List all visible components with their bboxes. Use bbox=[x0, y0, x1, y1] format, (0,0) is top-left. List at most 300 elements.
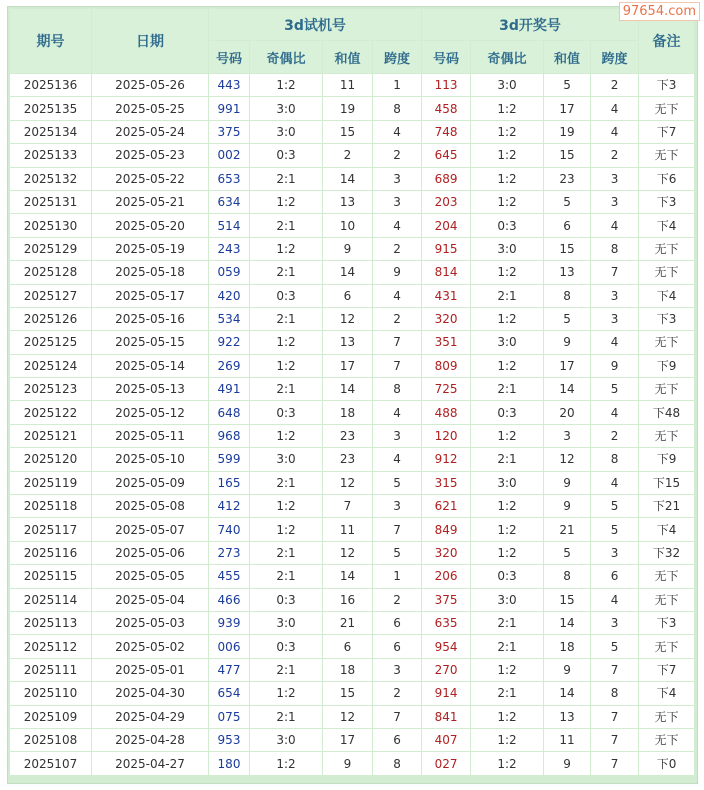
cell-draw-sum: 6 bbox=[544, 214, 590, 236]
cell-date: 2025-05-18 bbox=[92, 261, 208, 283]
cell-draw-odd-even: 1:2 bbox=[471, 121, 543, 143]
cell-trial-sum: 12 bbox=[323, 542, 372, 564]
cell-trial-number: 420 bbox=[209, 285, 249, 307]
cell-date: 2025-04-30 bbox=[92, 682, 208, 704]
cell-draw-span: 6 bbox=[591, 565, 638, 587]
cell-trial-odd-even: 3:0 bbox=[250, 97, 322, 119]
cell-trial-span: 8 bbox=[373, 378, 421, 400]
cell-trial-sum: 11 bbox=[323, 74, 372, 96]
cell-draw-number: 849 bbox=[422, 518, 470, 540]
cell-note: 下48 bbox=[639, 401, 694, 423]
table-row bbox=[10, 448, 694, 470]
cell-note: 无下 bbox=[639, 729, 694, 751]
table-row bbox=[10, 706, 694, 728]
header-trial-sum: 和值 bbox=[323, 41, 372, 73]
cell-draw-sum: 14 bbox=[544, 612, 590, 634]
lottery-results-table bbox=[9, 8, 695, 776]
cell-draw-odd-even: 0:3 bbox=[471, 565, 543, 587]
cell-trial-sum: 23 bbox=[323, 425, 372, 447]
cell-draw-number: 954 bbox=[422, 635, 470, 657]
cell-draw-span: 2 bbox=[591, 74, 638, 96]
cell-draw-span: 4 bbox=[591, 472, 638, 494]
cell-note: 下3 bbox=[639, 191, 694, 213]
cell-draw-odd-even: 0:3 bbox=[471, 214, 543, 236]
cell-trial-span: 7 bbox=[373, 331, 421, 353]
cell-trial-span: 4 bbox=[373, 121, 421, 143]
cell-trial-sum: 18 bbox=[323, 659, 372, 681]
cell-draw-span: 7 bbox=[591, 706, 638, 728]
cell-trial-number: 514 bbox=[209, 214, 249, 236]
cell-draw-odd-even: 1:2 bbox=[471, 168, 543, 190]
cell-note: 下4 bbox=[639, 214, 694, 236]
cell-draw-sum: 9 bbox=[544, 659, 590, 681]
cell-draw-sum: 5 bbox=[544, 308, 590, 330]
cell-trial-number: 922 bbox=[209, 331, 249, 353]
cell-trial-odd-even: 2:1 bbox=[250, 659, 322, 681]
table-row bbox=[10, 378, 694, 400]
cell-note: 无下 bbox=[639, 425, 694, 447]
header-trial-odd-even: 奇偶比 bbox=[250, 41, 322, 73]
cell-trial-sum: 14 bbox=[323, 378, 372, 400]
header-draw-group: 3d开奖号 bbox=[422, 9, 638, 40]
cell-trial-span: 2 bbox=[373, 589, 421, 611]
cell-trial-span: 7 bbox=[373, 355, 421, 377]
cell-date: 2025-05-11 bbox=[92, 425, 208, 447]
cell-trial-number: 273 bbox=[209, 542, 249, 564]
table-row bbox=[10, 97, 694, 119]
cell-trial-span: 9 bbox=[373, 261, 421, 283]
cell-draw-sum: 12 bbox=[544, 448, 590, 470]
cell-draw-odd-even: 3:0 bbox=[471, 331, 543, 353]
table-row bbox=[10, 308, 694, 330]
cell-trial-span: 6 bbox=[373, 729, 421, 751]
cell-period: 2025120 bbox=[10, 448, 91, 470]
cell-note: 下3 bbox=[639, 612, 694, 634]
cell-trial-span: 2 bbox=[373, 238, 421, 260]
cell-trial-span: 8 bbox=[373, 752, 421, 774]
cell-trial-number: 412 bbox=[209, 495, 249, 517]
results-body bbox=[10, 74, 694, 775]
cell-draw-span: 5 bbox=[591, 495, 638, 517]
cell-period: 2025117 bbox=[10, 518, 91, 540]
cell-trial-sum: 11 bbox=[323, 518, 372, 540]
cell-trial-sum: 2 bbox=[323, 144, 372, 166]
cell-date: 2025-05-10 bbox=[92, 448, 208, 470]
table-row bbox=[10, 589, 694, 611]
cell-trial-span: 3 bbox=[373, 659, 421, 681]
cell-trial-sum: 14 bbox=[323, 261, 372, 283]
cell-trial-span: 2 bbox=[373, 308, 421, 330]
cell-trial-number: 534 bbox=[209, 308, 249, 330]
cell-trial-span: 3 bbox=[373, 191, 421, 213]
header-draw-odd-even: 奇偶比 bbox=[471, 41, 543, 73]
cell-date: 2025-04-27 bbox=[92, 752, 208, 774]
cell-date: 2025-05-20 bbox=[92, 214, 208, 236]
header-draw-number: 号码 bbox=[422, 41, 470, 73]
cell-period: 2025134 bbox=[10, 121, 91, 143]
cell-draw-number: 431 bbox=[422, 285, 470, 307]
cell-draw-span: 3 bbox=[591, 168, 638, 190]
cell-period: 2025128 bbox=[10, 261, 91, 283]
table-row bbox=[10, 261, 694, 283]
cell-trial-odd-even: 3:0 bbox=[250, 612, 322, 634]
cell-draw-sum: 8 bbox=[544, 565, 590, 587]
cell-draw-span: 3 bbox=[591, 308, 638, 330]
cell-draw-number: 027 bbox=[422, 752, 470, 774]
cell-draw-sum: 21 bbox=[544, 518, 590, 540]
cell-draw-number: 635 bbox=[422, 612, 470, 634]
cell-period: 2025129 bbox=[10, 238, 91, 260]
cell-trial-odd-even: 0:3 bbox=[250, 285, 322, 307]
cell-trial-odd-even: 0:3 bbox=[250, 635, 322, 657]
cell-period: 2025111 bbox=[10, 659, 91, 681]
cell-note: 下7 bbox=[639, 121, 694, 143]
cell-draw-span: 3 bbox=[591, 191, 638, 213]
cell-draw-odd-even: 1:2 bbox=[471, 261, 543, 283]
cell-draw-number: 488 bbox=[422, 401, 470, 423]
cell-draw-number: 645 bbox=[422, 144, 470, 166]
cell-draw-sum: 5 bbox=[544, 191, 590, 213]
table-row bbox=[10, 612, 694, 634]
cell-draw-odd-even: 3:0 bbox=[471, 74, 543, 96]
cell-draw-sum: 5 bbox=[544, 542, 590, 564]
cell-trial-number: 740 bbox=[209, 518, 249, 540]
cell-trial-sum: 19 bbox=[323, 97, 372, 119]
cell-period: 2025108 bbox=[10, 729, 91, 751]
table-row bbox=[10, 144, 694, 166]
cell-date: 2025-05-07 bbox=[92, 518, 208, 540]
cell-trial-number: 075 bbox=[209, 706, 249, 728]
cell-trial-number: 654 bbox=[209, 682, 249, 704]
cell-period: 2025135 bbox=[10, 97, 91, 119]
cell-trial-sum: 12 bbox=[323, 308, 372, 330]
cell-trial-odd-even: 3:0 bbox=[250, 448, 322, 470]
cell-draw-span: 5 bbox=[591, 635, 638, 657]
cell-draw-sum: 17 bbox=[544, 97, 590, 119]
cell-trial-sum: 23 bbox=[323, 448, 372, 470]
cell-note: 下6 bbox=[639, 168, 694, 190]
cell-trial-span: 7 bbox=[373, 518, 421, 540]
cell-draw-number: 748 bbox=[422, 121, 470, 143]
cell-date: 2025-05-13 bbox=[92, 378, 208, 400]
cell-draw-sum: 19 bbox=[544, 121, 590, 143]
cell-draw-number: 809 bbox=[422, 355, 470, 377]
table-row bbox=[10, 472, 694, 494]
cell-draw-odd-even: 1:2 bbox=[471, 752, 543, 774]
table-row bbox=[10, 121, 694, 143]
cell-trial-span: 3 bbox=[373, 495, 421, 517]
cell-note: 无下 bbox=[639, 261, 694, 283]
cell-trial-number: 059 bbox=[209, 261, 249, 283]
cell-trial-sum: 21 bbox=[323, 612, 372, 634]
cell-trial-odd-even: 1:2 bbox=[250, 238, 322, 260]
cell-note: 下4 bbox=[639, 285, 694, 307]
cell-draw-number: 203 bbox=[422, 191, 470, 213]
header-trial-number: 号码 bbox=[209, 41, 249, 73]
cell-draw-span: 8 bbox=[591, 682, 638, 704]
cell-trial-number: 455 bbox=[209, 565, 249, 587]
cell-note: 无下 bbox=[639, 706, 694, 728]
cell-date: 2025-05-16 bbox=[92, 308, 208, 330]
cell-draw-odd-even: 2:1 bbox=[471, 635, 543, 657]
cell-draw-number: 814 bbox=[422, 261, 470, 283]
cell-draw-odd-even: 1:2 bbox=[471, 97, 543, 119]
cell-note: 下3 bbox=[639, 308, 694, 330]
cell-draw-span: 9 bbox=[591, 355, 638, 377]
cell-note: 下4 bbox=[639, 518, 694, 540]
header-draw-span: 跨度 bbox=[591, 41, 638, 73]
cell-draw-span: 4 bbox=[591, 121, 638, 143]
table-row bbox=[10, 635, 694, 657]
cell-draw-number: 689 bbox=[422, 168, 470, 190]
cell-draw-number: 120 bbox=[422, 425, 470, 447]
cell-date: 2025-05-08 bbox=[92, 495, 208, 517]
cell-draw-number: 113 bbox=[422, 74, 470, 96]
cell-draw-number: 912 bbox=[422, 448, 470, 470]
cell-trial-sum: 12 bbox=[323, 472, 372, 494]
cell-trial-number: 491 bbox=[209, 378, 249, 400]
cell-draw-number: 914 bbox=[422, 682, 470, 704]
cell-date: 2025-05-23 bbox=[92, 144, 208, 166]
cell-date: 2025-05-15 bbox=[92, 331, 208, 353]
cell-note: 无下 bbox=[639, 238, 694, 260]
cell-draw-sum: 18 bbox=[544, 635, 590, 657]
cell-draw-odd-even: 1:2 bbox=[471, 308, 543, 330]
cell-trial-number: 939 bbox=[209, 612, 249, 634]
cell-trial-span: 1 bbox=[373, 74, 421, 96]
cell-trial-sum: 14 bbox=[323, 168, 372, 190]
cell-draw-number: 270 bbox=[422, 659, 470, 681]
cell-draw-sum: 9 bbox=[544, 472, 590, 494]
table-row bbox=[10, 74, 694, 96]
cell-draw-sum: 14 bbox=[544, 682, 590, 704]
cell-trial-sum: 12 bbox=[323, 706, 372, 728]
table-row bbox=[10, 518, 694, 540]
cell-period: 2025126 bbox=[10, 308, 91, 330]
cell-trial-odd-even: 2:1 bbox=[250, 542, 322, 564]
cell-note: 下9 bbox=[639, 355, 694, 377]
cell-draw-span: 7 bbox=[591, 261, 638, 283]
cell-draw-span: 4 bbox=[591, 331, 638, 353]
header-trial-group: 3d试机号 bbox=[209, 9, 421, 40]
table-row bbox=[10, 425, 694, 447]
cell-period: 2025112 bbox=[10, 635, 91, 657]
cell-draw-sum: 11 bbox=[544, 729, 590, 751]
table-row bbox=[10, 285, 694, 307]
cell-draw-odd-even: 1:2 bbox=[471, 706, 543, 728]
cell-draw-sum: 9 bbox=[544, 331, 590, 353]
cell-trial-sum: 14 bbox=[323, 565, 372, 587]
cell-draw-span: 4 bbox=[591, 214, 638, 236]
table-row bbox=[10, 238, 694, 260]
cell-note: 下7 bbox=[639, 659, 694, 681]
cell-trial-span: 6 bbox=[373, 612, 421, 634]
table-row bbox=[10, 682, 694, 704]
cell-trial-sum: 16 bbox=[323, 589, 372, 611]
cell-draw-sum: 23 bbox=[544, 168, 590, 190]
cell-trial-odd-even: 0:3 bbox=[250, 589, 322, 611]
cell-trial-odd-even: 1:2 bbox=[250, 74, 322, 96]
cell-draw-odd-even: 2:1 bbox=[471, 612, 543, 634]
cell-note: 无下 bbox=[639, 144, 694, 166]
cell-trial-sum: 13 bbox=[323, 331, 372, 353]
cell-note: 无下 bbox=[639, 635, 694, 657]
cell-draw-sum: 20 bbox=[544, 401, 590, 423]
cell-draw-span: 3 bbox=[591, 285, 638, 307]
table-row bbox=[10, 729, 694, 751]
cell-trial-span: 3 bbox=[373, 168, 421, 190]
cell-trial-span: 4 bbox=[373, 214, 421, 236]
cell-draw-odd-even: 2:1 bbox=[471, 285, 543, 307]
header-note: 备注 bbox=[639, 9, 694, 73]
cell-trial-sum: 9 bbox=[323, 752, 372, 774]
cell-period: 2025115 bbox=[10, 565, 91, 587]
cell-draw-span: 2 bbox=[591, 425, 638, 447]
cell-draw-number: 407 bbox=[422, 729, 470, 751]
cell-draw-sum: 9 bbox=[544, 752, 590, 774]
cell-draw-odd-even: 1:2 bbox=[471, 191, 543, 213]
cell-draw-odd-even: 3:0 bbox=[471, 472, 543, 494]
cell-draw-odd-even: 1:2 bbox=[471, 495, 543, 517]
cell-draw-odd-even: 1:2 bbox=[471, 729, 543, 751]
cell-trial-odd-even: 2:1 bbox=[250, 214, 322, 236]
header-period: 期号 bbox=[10, 9, 91, 73]
cell-note: 无下 bbox=[639, 97, 694, 119]
cell-trial-odd-even: 1:2 bbox=[250, 752, 322, 774]
site-watermark: 97654.com bbox=[619, 2, 700, 21]
cell-trial-odd-even: 0:3 bbox=[250, 401, 322, 423]
cell-draw-span: 8 bbox=[591, 448, 638, 470]
cell-date: 2025-05-25 bbox=[92, 97, 208, 119]
table-row bbox=[10, 168, 694, 190]
cell-draw-odd-even: 3:0 bbox=[471, 238, 543, 260]
cell-date: 2025-05-12 bbox=[92, 401, 208, 423]
cell-trial-sum: 15 bbox=[323, 121, 372, 143]
cell-trial-odd-even: 2:1 bbox=[250, 168, 322, 190]
header-trial-span: 跨度 bbox=[373, 41, 421, 73]
cell-period: 2025130 bbox=[10, 214, 91, 236]
cell-period: 2025127 bbox=[10, 285, 91, 307]
cell-note: 下3 bbox=[639, 74, 694, 96]
cell-draw-number: 320 bbox=[422, 542, 470, 564]
cell-date: 2025-05-02 bbox=[92, 635, 208, 657]
cell-draw-sum: 15 bbox=[544, 144, 590, 166]
cell-trial-number: 180 bbox=[209, 752, 249, 774]
table-row bbox=[10, 191, 694, 213]
cell-trial-sum: 9 bbox=[323, 238, 372, 260]
cell-trial-span: 8 bbox=[373, 97, 421, 119]
cell-date: 2025-04-29 bbox=[92, 706, 208, 728]
cell-draw-odd-even: 1:2 bbox=[471, 659, 543, 681]
cell-period: 2025122 bbox=[10, 401, 91, 423]
cell-trial-number: 466 bbox=[209, 589, 249, 611]
cell-trial-number: 006 bbox=[209, 635, 249, 657]
cell-draw-odd-even: 1:2 bbox=[471, 425, 543, 447]
cell-trial-number: 165 bbox=[209, 472, 249, 494]
cell-draw-number: 621 bbox=[422, 495, 470, 517]
cell-draw-sum: 8 bbox=[544, 285, 590, 307]
cell-note: 下32 bbox=[639, 542, 694, 564]
cell-period: 2025119 bbox=[10, 472, 91, 494]
cell-draw-odd-even: 1:2 bbox=[471, 144, 543, 166]
table-row bbox=[10, 659, 694, 681]
cell-date: 2025-05-21 bbox=[92, 191, 208, 213]
cell-period: 2025131 bbox=[10, 191, 91, 213]
cell-date: 2025-05-17 bbox=[92, 285, 208, 307]
cell-trial-number: 243 bbox=[209, 238, 249, 260]
cell-draw-odd-even: 0:3 bbox=[471, 401, 543, 423]
cell-draw-number: 725 bbox=[422, 378, 470, 400]
table-row bbox=[10, 565, 694, 587]
cell-date: 2025-04-28 bbox=[92, 729, 208, 751]
cell-draw-sum: 14 bbox=[544, 378, 590, 400]
cell-note: 无下 bbox=[639, 589, 694, 611]
cell-trial-span: 4 bbox=[373, 285, 421, 307]
cell-draw-sum: 9 bbox=[544, 495, 590, 517]
cell-trial-sum: 17 bbox=[323, 729, 372, 751]
cell-period: 2025113 bbox=[10, 612, 91, 634]
cell-period: 2025116 bbox=[10, 542, 91, 564]
cell-draw-number: 841 bbox=[422, 706, 470, 728]
cell-draw-span: 5 bbox=[591, 378, 638, 400]
cell-note: 下0 bbox=[639, 752, 694, 774]
cell-draw-number: 351 bbox=[422, 331, 470, 353]
cell-draw-span: 3 bbox=[591, 612, 638, 634]
cell-trial-number: 002 bbox=[209, 144, 249, 166]
cell-trial-span: 4 bbox=[373, 448, 421, 470]
cell-trial-sum: 15 bbox=[323, 682, 372, 704]
cell-trial-sum: 7 bbox=[323, 495, 372, 517]
cell-draw-odd-even: 1:2 bbox=[471, 355, 543, 377]
cell-period: 2025133 bbox=[10, 144, 91, 166]
cell-note: 无下 bbox=[639, 565, 694, 587]
cell-note: 无下 bbox=[639, 378, 694, 400]
cell-trial-span: 5 bbox=[373, 542, 421, 564]
cell-trial-number: 269 bbox=[209, 355, 249, 377]
cell-period: 2025107 bbox=[10, 752, 91, 774]
cell-draw-sum: 15 bbox=[544, 589, 590, 611]
table-row bbox=[10, 214, 694, 236]
header-draw-sum: 和值 bbox=[544, 41, 590, 73]
cell-trial-span: 4 bbox=[373, 401, 421, 423]
cell-note: 下4 bbox=[639, 682, 694, 704]
cell-period: 2025125 bbox=[10, 331, 91, 353]
cell-trial-span: 2 bbox=[373, 682, 421, 704]
cell-date: 2025-05-22 bbox=[92, 168, 208, 190]
cell-period: 2025118 bbox=[10, 495, 91, 517]
cell-draw-odd-even: 2:1 bbox=[471, 448, 543, 470]
cell-date: 2025-05-24 bbox=[92, 121, 208, 143]
cell-trial-number: 653 bbox=[209, 168, 249, 190]
cell-period: 2025109 bbox=[10, 706, 91, 728]
cell-draw-span: 5 bbox=[591, 518, 638, 540]
cell-trial-odd-even: 3:0 bbox=[250, 121, 322, 143]
cell-trial-odd-even: 2:1 bbox=[250, 378, 322, 400]
cell-period: 2025136 bbox=[10, 74, 91, 96]
cell-draw-sum: 5 bbox=[544, 74, 590, 96]
cell-trial-odd-even: 2:1 bbox=[250, 261, 322, 283]
cell-draw-span: 7 bbox=[591, 729, 638, 751]
cell-trial-odd-even: 1:2 bbox=[250, 682, 322, 704]
cell-period: 2025114 bbox=[10, 589, 91, 611]
cell-note: 下15 bbox=[639, 472, 694, 494]
cell-period: 2025121 bbox=[10, 425, 91, 447]
cell-draw-odd-even: 1:2 bbox=[471, 518, 543, 540]
cell-draw-number: 375 bbox=[422, 589, 470, 611]
table-row bbox=[10, 495, 694, 517]
cell-draw-span: 7 bbox=[591, 752, 638, 774]
cell-draw-number: 315 bbox=[422, 472, 470, 494]
